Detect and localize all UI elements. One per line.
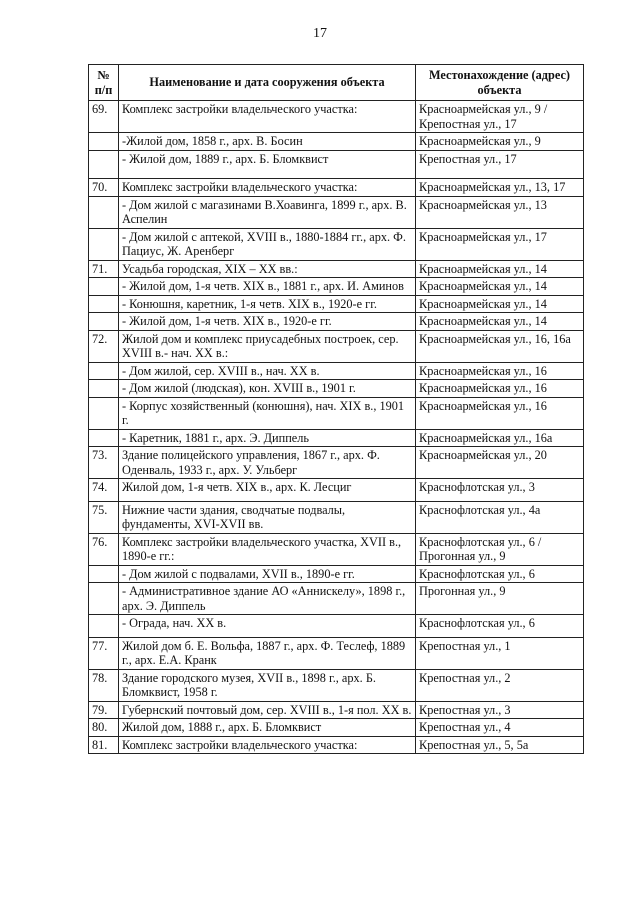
row-number: 73. <box>89 447 119 479</box>
object-address: Красноармейская ул., 13 <box>416 196 584 228</box>
object-name: - Дом жилой (людская), кон. XVIII в., 1901 г. <box>119 380 416 398</box>
table-row <box>89 637 584 669</box>
object-name: Губернский почтовый дом, сер. XVIII в., 1-я пол. XX в. <box>119 701 416 719</box>
row-number: 72. <box>89 330 119 362</box>
object-name: - Конюшня, каретник, 1-я четв. XIX в., 1920-е гг. <box>119 295 416 313</box>
object-name: - Жилой дом, 1-я четв. XIX в., 1920-е гг. <box>119 313 416 331</box>
object-name: - Жилой дом, 1889 г., арх. Б. Бломквист <box>119 150 416 179</box>
row-number: 71. <box>89 260 119 278</box>
row-number <box>89 565 119 583</box>
table-row <box>89 278 584 296</box>
object-address: Красноармейская ул., 13, 17 <box>416 179 584 197</box>
row-number: 79. <box>89 701 119 719</box>
object-address: Краснофлотская ул., 6 <box>416 615 584 638</box>
table-row <box>89 736 584 754</box>
object-address: Краснофлотская ул., 3 <box>416 479 584 502</box>
header-address: Местонахождение (адрес) объекта <box>416 65 584 101</box>
object-address: Крепостная ул., 17 <box>416 150 584 179</box>
object-name: Комплекс застройки владельческого участка: <box>119 736 416 754</box>
table-row <box>89 295 584 313</box>
row-number <box>89 196 119 228</box>
row-number <box>89 397 119 429</box>
table-row <box>89 330 584 362</box>
table-row <box>89 701 584 719</box>
page-number: 17 <box>313 26 327 41</box>
object-name: - Жилой дом, 1-я четв. XIX в., 1881 г., арх. И. Аминов <box>119 278 416 296</box>
object-address: Красноармейская ул., 16 <box>416 397 584 429</box>
row-number: 80. <box>89 719 119 737</box>
object-name: Комплекс застройки владельческого участка, XVII в., 1890-е гг.: <box>119 533 416 565</box>
object-name: Комплекс застройки владельческого участка: <box>119 179 416 197</box>
object-name: Жилой дом б. Е. Вольфа, 1887 г., арх. Ф. Теслеф, 1889 г., арх. Е.А. Кранк <box>119 637 416 669</box>
header-name: Наименование и дата сооружения объекта <box>119 65 416 101</box>
object-name: - Дом жилой с подвалами, XVII в., 1890-е гг. <box>119 565 416 583</box>
object-address: Красноармейская ул., 9 / Крепостная ул., 17 <box>416 101 584 133</box>
table-row <box>89 719 584 737</box>
object-name: - Ограда, нач. XX в. <box>119 615 416 638</box>
row-number <box>89 583 119 615</box>
object-address: Краснофлотская ул., 6 / Прогонная ул., 9 <box>416 533 584 565</box>
object-address: Крепостная ул., 1 <box>416 637 584 669</box>
table-row <box>89 362 584 380</box>
object-address: Красноармейская ул., 17 <box>416 228 584 260</box>
table-row <box>89 565 584 583</box>
table-row <box>89 669 584 701</box>
table-row <box>89 260 584 278</box>
row-number <box>89 615 119 638</box>
table-row <box>89 313 584 331</box>
table-row <box>89 133 584 151</box>
table-row <box>89 179 584 197</box>
row-number <box>89 362 119 380</box>
table-row <box>89 533 584 565</box>
object-address: Краснофлотская ул., 4а <box>416 501 584 533</box>
table-row <box>89 380 584 398</box>
object-address: Крепостная ул., 5, 5а <box>416 736 584 754</box>
object-address: Красноармейская ул., 14 <box>416 278 584 296</box>
header-number: № п/п <box>89 65 119 101</box>
row-number: 69. <box>89 101 119 133</box>
object-address: Красноармейская ул., 16 <box>416 362 584 380</box>
object-name: - Корпус хозяйственный (конюшня), нач. XIX в., 1901 г. <box>119 397 416 429</box>
object-address: Краснофлотская ул., 6 <box>416 565 584 583</box>
object-address: Крепостная ул., 2 <box>416 669 584 701</box>
table-row <box>89 196 584 228</box>
table-row <box>89 150 584 179</box>
object-address: Красноармейская ул., 20 <box>416 447 584 479</box>
object-address: Красноармейская ул., 9 <box>416 133 584 151</box>
row-number <box>89 133 119 151</box>
row-number: 77. <box>89 637 119 669</box>
table-row <box>89 583 584 615</box>
object-address: Красноармейская ул., 16 <box>416 380 584 398</box>
object-name: - Дом жилой с аптекой, XVIII в., 1880-1884 гг., арх. Ф. Пациус, Ж. Аренберг <box>119 228 416 260</box>
row-number: 75. <box>89 501 119 533</box>
table-header-row <box>89 65 584 101</box>
object-address: Крепостная ул., 3 <box>416 701 584 719</box>
object-name: Комплекс застройки владельческого участка: <box>119 101 416 133</box>
object-address: Красноармейская ул., 14 <box>416 295 584 313</box>
object-address: Крепостная ул., 4 <box>416 719 584 737</box>
object-address: Красноармейская ул., 16, 16а <box>416 330 584 362</box>
row-number <box>89 228 119 260</box>
table-row <box>89 397 584 429</box>
object-address: Красноармейская ул., 14 <box>416 313 584 331</box>
row-number <box>89 295 119 313</box>
table-row <box>89 501 584 533</box>
object-name: - Каретник, 1881 г., арх. Э. Диппель <box>119 429 416 447</box>
row-number: 76. <box>89 533 119 565</box>
object-name: -Жилой дом, 1858 г., арх. В. Босин <box>119 133 416 151</box>
object-name: Усадьба городская, XIX – XX вв.: <box>119 260 416 278</box>
object-name: Нижние части здания, сводчатые подвалы, фундаменты, XVI-XVII вв. <box>119 501 416 533</box>
object-name: - Административное здание АО «Аннискелу», 1898 г., арх. Э. Диппель <box>119 583 416 615</box>
table-row <box>89 228 584 260</box>
object-name: Жилой дом и комплекс приусадебных построек, сер. XVIII в.- нач. XX в.: <box>119 330 416 362</box>
row-number: 78. <box>89 669 119 701</box>
table-row <box>89 615 584 638</box>
object-address: Красноармейская ул., 16а <box>416 429 584 447</box>
row-number: 74. <box>89 479 119 502</box>
row-number <box>89 380 119 398</box>
object-name: Жилой дом, 1-я четв. XIX в., арх. К. Лесциг <box>119 479 416 502</box>
table-row <box>89 447 584 479</box>
row-number <box>89 278 119 296</box>
row-number <box>89 150 119 179</box>
object-name: Здание городского музея, XVII в., 1898 г., арх. Б. Бломквист, 1958 г. <box>119 669 416 701</box>
table-row <box>89 101 584 133</box>
table-row <box>89 479 584 502</box>
row-number: 81. <box>89 736 119 754</box>
object-name: - Дом жилой, сер. XVIII в., нач. XX в. <box>119 362 416 380</box>
object-name: Здание полицейского управления, 1867 г., арх. Ф. Оденваль, 1933 г., арх. У. Ульберг <box>119 447 416 479</box>
row-number <box>89 429 119 447</box>
row-number <box>89 313 119 331</box>
heritage-objects-table <box>88 64 584 754</box>
object-address: Красноармейская ул., 14 <box>416 260 584 278</box>
table-body <box>89 101 584 754</box>
object-address: Прогонная ул., 9 <box>416 583 584 615</box>
table-row <box>89 429 584 447</box>
object-name: - Дом жилой с магазинами В.Хоавинга, 1899 г., арх. В. Аспелин <box>119 196 416 228</box>
object-name: Жилой дом, 1888 г., арх. Б. Бломквист <box>119 719 416 737</box>
row-number: 70. <box>89 179 119 197</box>
